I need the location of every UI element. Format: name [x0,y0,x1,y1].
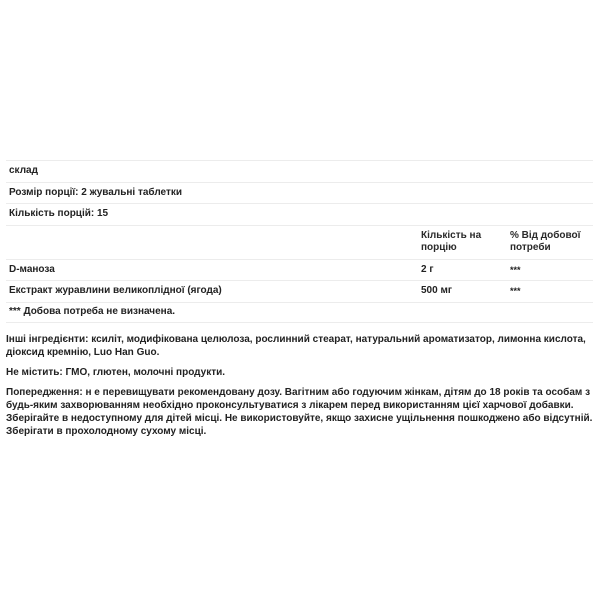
table-row [6,259,593,281]
ingredient-daily-value: *** [510,264,521,275]
facts-title: склад [9,165,38,177]
ingredient-name: D-маноза [9,263,55,275]
serving-size: Розмір порції: 2 жувальні таблетки [9,186,183,198]
table-header-row [6,225,593,259]
other-ingredients: Інші інгредієнти: ксиліт, модифікована целюлоза, рослинний стеарат, натуральний ароматизатор, лимонна кислота, діоксид кремнію, Luo Han Guo. [6,334,586,358]
servings-per-container-row [6,203,593,225]
ingredient-name: Екстракт журавлини великоплідної (ягода) [9,285,222,297]
footnote-row [6,302,593,324]
product-notes [6,333,594,445]
column-header-daily-value: % Від добової потреби [510,230,581,253]
servings-per-container: Кількість порцій: 15 [9,208,109,220]
ingredient-amount: 2 г [421,263,434,275]
ingredient-amount: 500 мг [421,285,453,297]
does-not-contain: Не містить: ГМО, глютен, молочні продукти. [6,367,226,378]
warning: Попередження: н е перевищувати рекомендовану дозу. Вагітним або годуючим жінкам, дітям до 18 років та особам з будь-яким захворюванням необхідно проконсультуватися з лікарем перед використанням цієї харчової добавки. Зберігайте в недоступному для дітей місці. Не використовуйте, якщо захисне ущільнення пошкоджено або відсутній. Зберігати в прохолодному сухому місці. [6,387,593,437]
table-row [6,280,593,302]
serving-size-row [6,182,593,204]
facts-title-row [6,160,593,182]
supplement-facts-table [6,160,593,323]
footnote: *** Добова потреба не визначена. [9,306,176,318]
ingredient-daily-value: *** [510,286,521,297]
column-header-amount: Кількість на порцію [421,230,482,253]
